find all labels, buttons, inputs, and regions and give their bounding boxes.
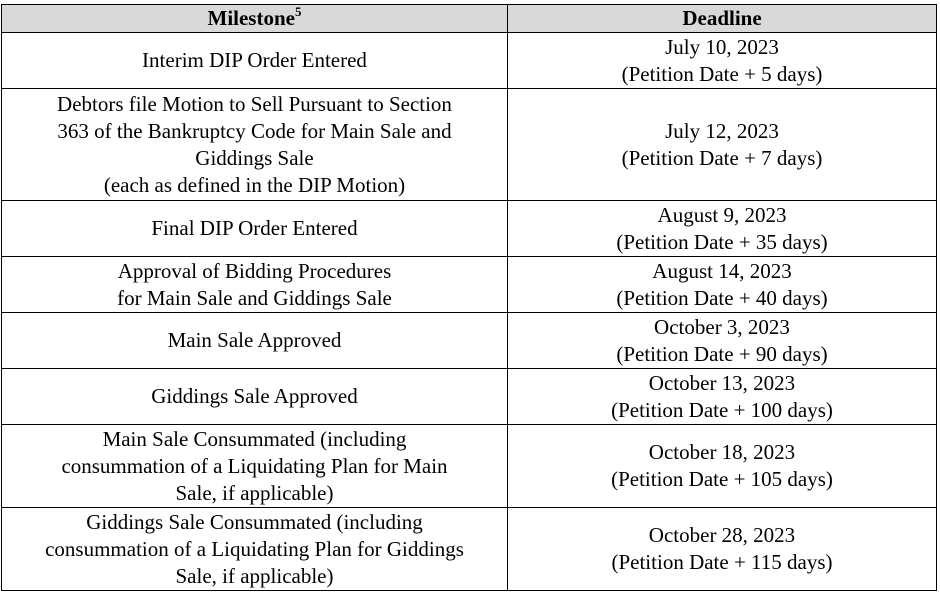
milestone-text-line: Debtors file Motion to Sell Pursuant to Section xyxy=(57,91,452,116)
milestone-text-line: Sale, if applicable) xyxy=(175,480,334,505)
deadline-offset: (Petition Date + 5 days) xyxy=(621,61,823,86)
milestone-text-line: Main Sale Approved xyxy=(167,328,342,352)
milestone-text-line: consummation of a Liquidating Plan for Main xyxy=(61,453,448,478)
deadline-offset: (Petition Date + 7 days) xyxy=(621,145,823,170)
milestone-text-line: Giddings Sale Approved xyxy=(151,384,358,408)
deadline-cell xyxy=(508,89,937,201)
milestone-text-line: Interim DIP Order Entered xyxy=(142,48,367,72)
deadline-date: July 10, 2023 xyxy=(665,34,779,59)
milestone-cell xyxy=(2,508,508,591)
milestone-text-line: Sale, if applicable) xyxy=(175,563,334,588)
deadline-column-header: Deadline xyxy=(508,5,937,33)
milestone-cell xyxy=(2,313,508,369)
table-row xyxy=(2,313,937,369)
deadline-offset: (Petition Date + 90 days) xyxy=(616,341,828,366)
table-row xyxy=(2,508,937,591)
milestone-text-line: Giddings Sale Consummated (including xyxy=(86,509,423,534)
deadline-cell xyxy=(508,508,937,591)
table-header-row xyxy=(2,5,937,33)
table-row xyxy=(2,425,937,508)
milestone-text-line: Main Sale Consummated (including xyxy=(102,426,407,451)
milestone-text-line: 363 of the Bankruptcy Code for Main Sale and xyxy=(57,118,452,143)
deadline-cell xyxy=(508,257,937,313)
table-row xyxy=(2,369,937,425)
deadline-date: October 13, 2023 xyxy=(648,370,796,395)
milestone-header-label: Milestone xyxy=(207,6,295,30)
milestone-cell xyxy=(2,201,508,257)
deadline-cell xyxy=(508,425,937,508)
deadline-date: October 18, 2023 xyxy=(648,440,796,464)
deadline-offset: (Petition Date + 105 days) xyxy=(611,467,833,491)
deadline-cell xyxy=(508,369,937,425)
deadline-cell xyxy=(508,201,937,257)
deadline-date: August 14, 2023 xyxy=(652,258,792,283)
milestone-cell xyxy=(2,33,508,89)
milestone-cell xyxy=(2,369,508,425)
deadline-offset: (Petition Date + 35 days) xyxy=(616,229,828,254)
milestone-text-line: Giddings Sale xyxy=(195,145,314,170)
footnote-reference: 5 xyxy=(294,4,302,19)
milestone-cell xyxy=(2,257,508,313)
table-row xyxy=(2,33,937,89)
deadline-offset: (Petition Date + 100 days) xyxy=(611,397,833,422)
deadline-offset: (Petition Date + 115 days) xyxy=(611,550,833,574)
deadline-date: July 12, 2023 xyxy=(665,118,779,143)
milestone-text-line: for Main Sale and Giddings Sale xyxy=(117,285,392,310)
deadline-date: August 9, 2023 xyxy=(657,202,787,227)
milestone-text-line: Final DIP Order Entered xyxy=(151,216,358,240)
milestone-text-line: Approval of Bidding Procedures xyxy=(117,258,392,283)
deadline-cell xyxy=(508,33,937,89)
deadline-date: October 28, 2023 xyxy=(648,523,796,547)
deadline-date: October 3, 2023 xyxy=(654,314,790,339)
table-row xyxy=(2,89,937,201)
table-row xyxy=(2,257,937,313)
milestone-text-line: (each as defined in the DIP Motion) xyxy=(103,172,406,197)
milestone-cell xyxy=(2,425,508,508)
deadline-offset: (Petition Date + 40 days) xyxy=(616,285,828,310)
deadline-cell xyxy=(508,313,937,369)
milestone-text-line: consummation of a Liquidating Plan for Giddings xyxy=(45,536,464,561)
milestone-column-header xyxy=(2,5,508,33)
table-row xyxy=(2,201,937,257)
milestones-table xyxy=(1,4,937,591)
milestone-cell xyxy=(2,89,508,201)
